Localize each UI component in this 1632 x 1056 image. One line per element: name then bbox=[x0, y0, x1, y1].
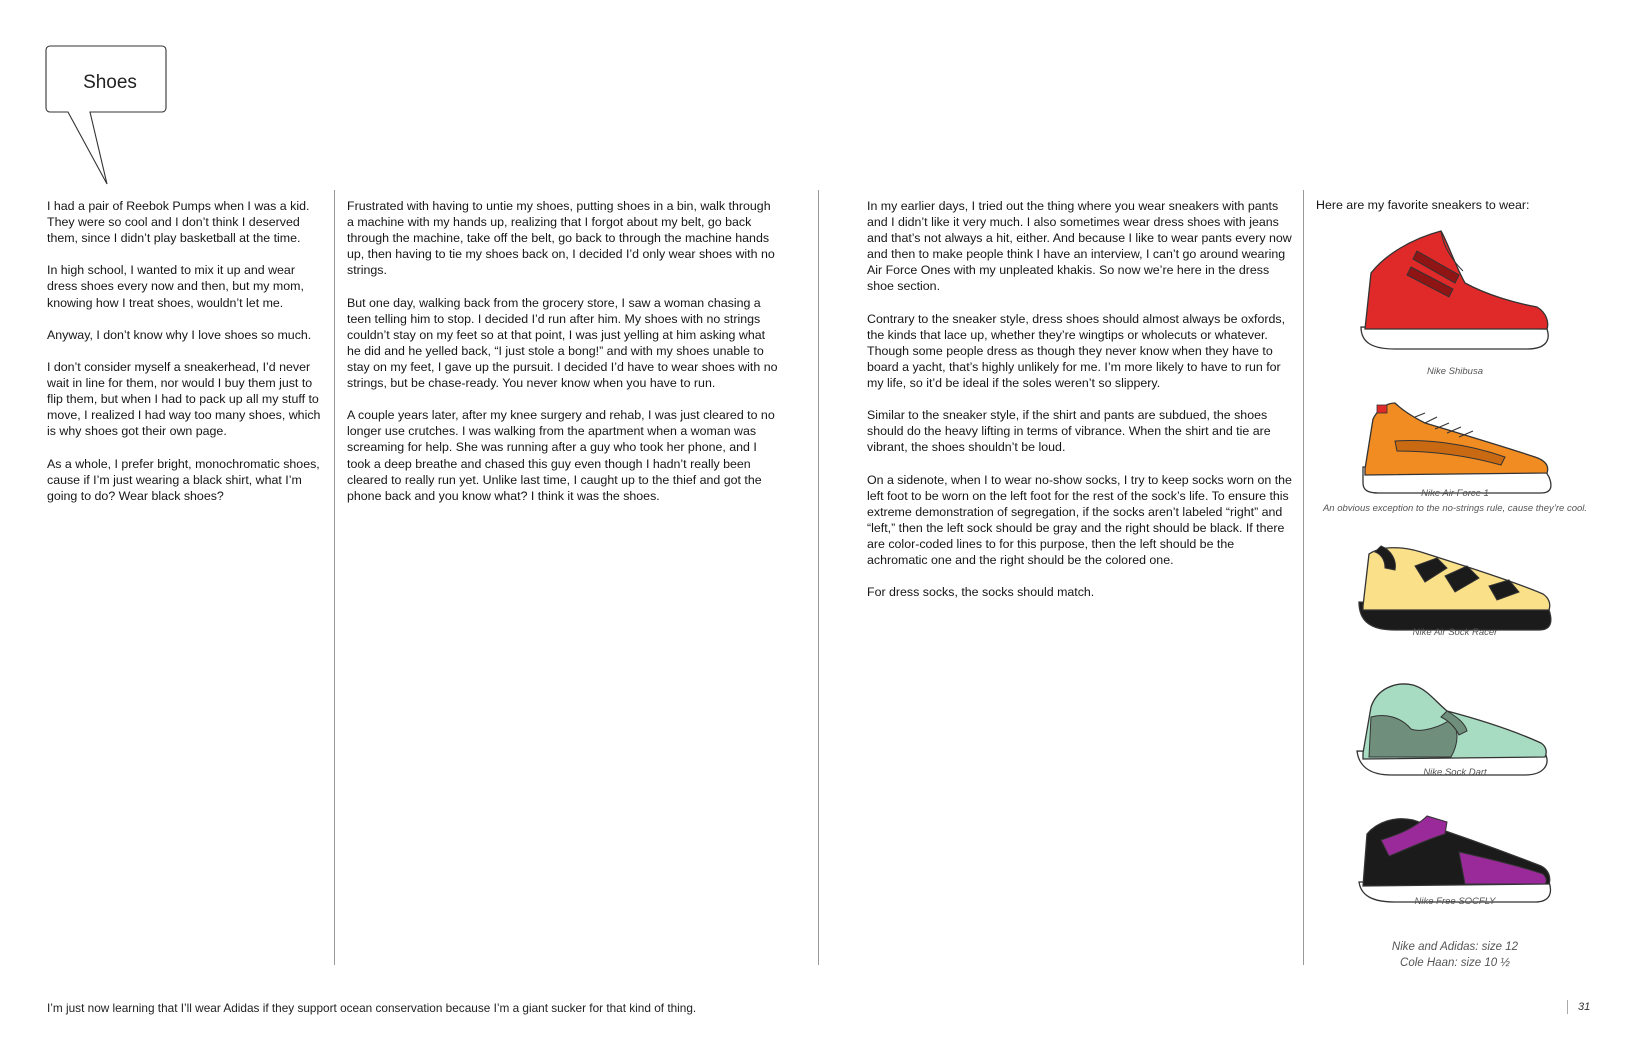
paragraph: Similar to the sneaker style, if the shirt and pants are subdued, the shoes should do the heavy lifting in terms of vibrance. When the shirt and tie are vibrant, the shoes shouldn’t be loud. bbox=[867, 408, 1271, 455]
paragraph: I don’t consider myself a sneakerhead, I’d never wait in line for them, nor would I buy them just to flip them, but when I had to pack up all my stuff to move, I realized I had way too many shoes, which is why shoes got their own page. bbox=[47, 359, 321, 439]
paragraph: As a whole, I prefer bright, monochromatic shoes, cause if I’m just wearing a black shirt, what I’m going to do? Wear black shoes? bbox=[47, 456, 320, 503]
page-title: Shoes bbox=[83, 72, 137, 93]
paragraph: A couple years later, after my knee surgery and rehab, I was just cleared to no longer use crutches. I was walking from the apartment when a woman was screaming for help. She was running after a guy who took her phone, and I took a deep breathe and chased this guy even though I hadn’t really been cleared to really run yet. Unlike last time, I caught up to the thief and got the phone back and you know what? I think it was the shoes. bbox=[347, 408, 775, 503]
paragraph: In high school, I wanted to mix it up and wear dress shoes every now and then, but my mom, knowing how I treat shoes, wouldn’t let me. bbox=[47, 263, 304, 310]
paragraph: I had a pair of Reebok Pumps when I was a kid. They were so cool and I don’t think I deserved them, since I didn’t play basketball at the time. bbox=[47, 199, 310, 246]
shoe-caption: Nike Air Force 1 bbox=[1421, 488, 1489, 499]
page-gutter-divider bbox=[818, 190, 819, 965]
sneaker-illustration-shibusa bbox=[1355, 225, 1555, 365]
page-number-divider bbox=[1567, 1000, 1568, 1014]
shoe-caption: Nike Shibusa bbox=[1427, 366, 1483, 377]
shoe-caption: Nike Free SOCFLY bbox=[1414, 896, 1496, 907]
sneaker-illustration-free-socfly bbox=[1355, 793, 1555, 933]
paragraph: But one day, walking back from the grocery store, I saw a woman chasing a teen telling him to stop. I decided I’d run after him. My shoes with no strings couldn’t stay on my feet so at that point, I was just yelling at him asking what he did and he yelled back, “I just stole a bong!” and with my shoes unable to stay on my feet, I gave up the pursuit. I decided I’d have to wear shoes with no strings, but be chase-ready. You never know when you have to run. bbox=[347, 295, 778, 391]
paragraph: Contrary to the sneaker style, dress shoes should almost always be oxfords, the kinds that lace up, whether they’re wingtips or wholecuts or whatever. Though some people dress as though they never know when they have to board a yacht, that’s highly unlikely for me. I’m more likely to have to run for my life, so it’d be ideal if the soles weren’t so slippery. bbox=[867, 311, 1286, 391]
paragraph: On a sidenote, when I to wear no-show socks, I try to keep socks worn on the left foot to be worn on the left foot for the rest of the sock’s life. To ensure this extreme demonstration of segregation, if the socks aren’t labeled “right” and “left,” then the left sock should be gray and the right should be black. If there are color-coded lines to for this purpose, then the left should be the achromatic one and the right should be the colored one. bbox=[867, 472, 1292, 568]
size-line: Cole Haan: size 10 ½ bbox=[1400, 957, 1510, 969]
paragraph: Anyway, I don’t know why I love shoes so much. bbox=[47, 327, 312, 342]
paragraph: Frustrated with having to untie my shoes, putting shoes in a bin, walk through a machine with my hands up, realizing that I forgot about my belt, go back through the machine, take off the belt, go back to through the machine hands up, then having to tie my shoes back on, I decided I’d only wear shoes with no strings. bbox=[347, 199, 775, 278]
column-divider bbox=[334, 190, 335, 965]
text-column-2 bbox=[347, 198, 779, 520]
size-line: Nike and Adidas: size 12 bbox=[1391, 941, 1519, 953]
sneaker-illustration-air-sock-racer bbox=[1355, 525, 1555, 665]
text-column-1 bbox=[47, 198, 323, 520]
shoe-caption: Nike Sock Dart bbox=[1423, 767, 1487, 778]
footnote: I’m just now learning that I’ll wear Adidas if they support ocean conservation because I’m a giant sucker for that kind of thing. bbox=[47, 1001, 697, 1015]
sneaker-illustration-sock-dart bbox=[1355, 662, 1555, 802]
sidebar-intro: Here are my favorite sneakers to wear: bbox=[1316, 198, 1530, 212]
shoe-note: An obvious exception to the no-strings rule, cause they’re cool. bbox=[1322, 503, 1588, 514]
shoe-sizes bbox=[1340, 939, 1570, 971]
paragraph: In my earlier days, I tried out the thing where you wear sneakers with pants and I didn’t like it very much. I also sometimes wear dress shoes with jeans and that’s not always a hit, either. And because I like to wear pants every now and then to make people think I have an interview, I can’t go around wearing Air Force Ones with my unpleated khakis. So now we’re here in the dress shoe section. bbox=[867, 199, 1292, 294]
column-divider bbox=[1303, 190, 1304, 965]
text-column-3 bbox=[867, 198, 1295, 616]
paragraph: For dress socks, the socks should match. bbox=[867, 585, 1095, 600]
page-number: 31 bbox=[1578, 1001, 1591, 1013]
sneaker-illustration-air-force-1 bbox=[1355, 380, 1555, 520]
shoe-caption: Nike Air Sock Racer bbox=[1412, 627, 1498, 638]
